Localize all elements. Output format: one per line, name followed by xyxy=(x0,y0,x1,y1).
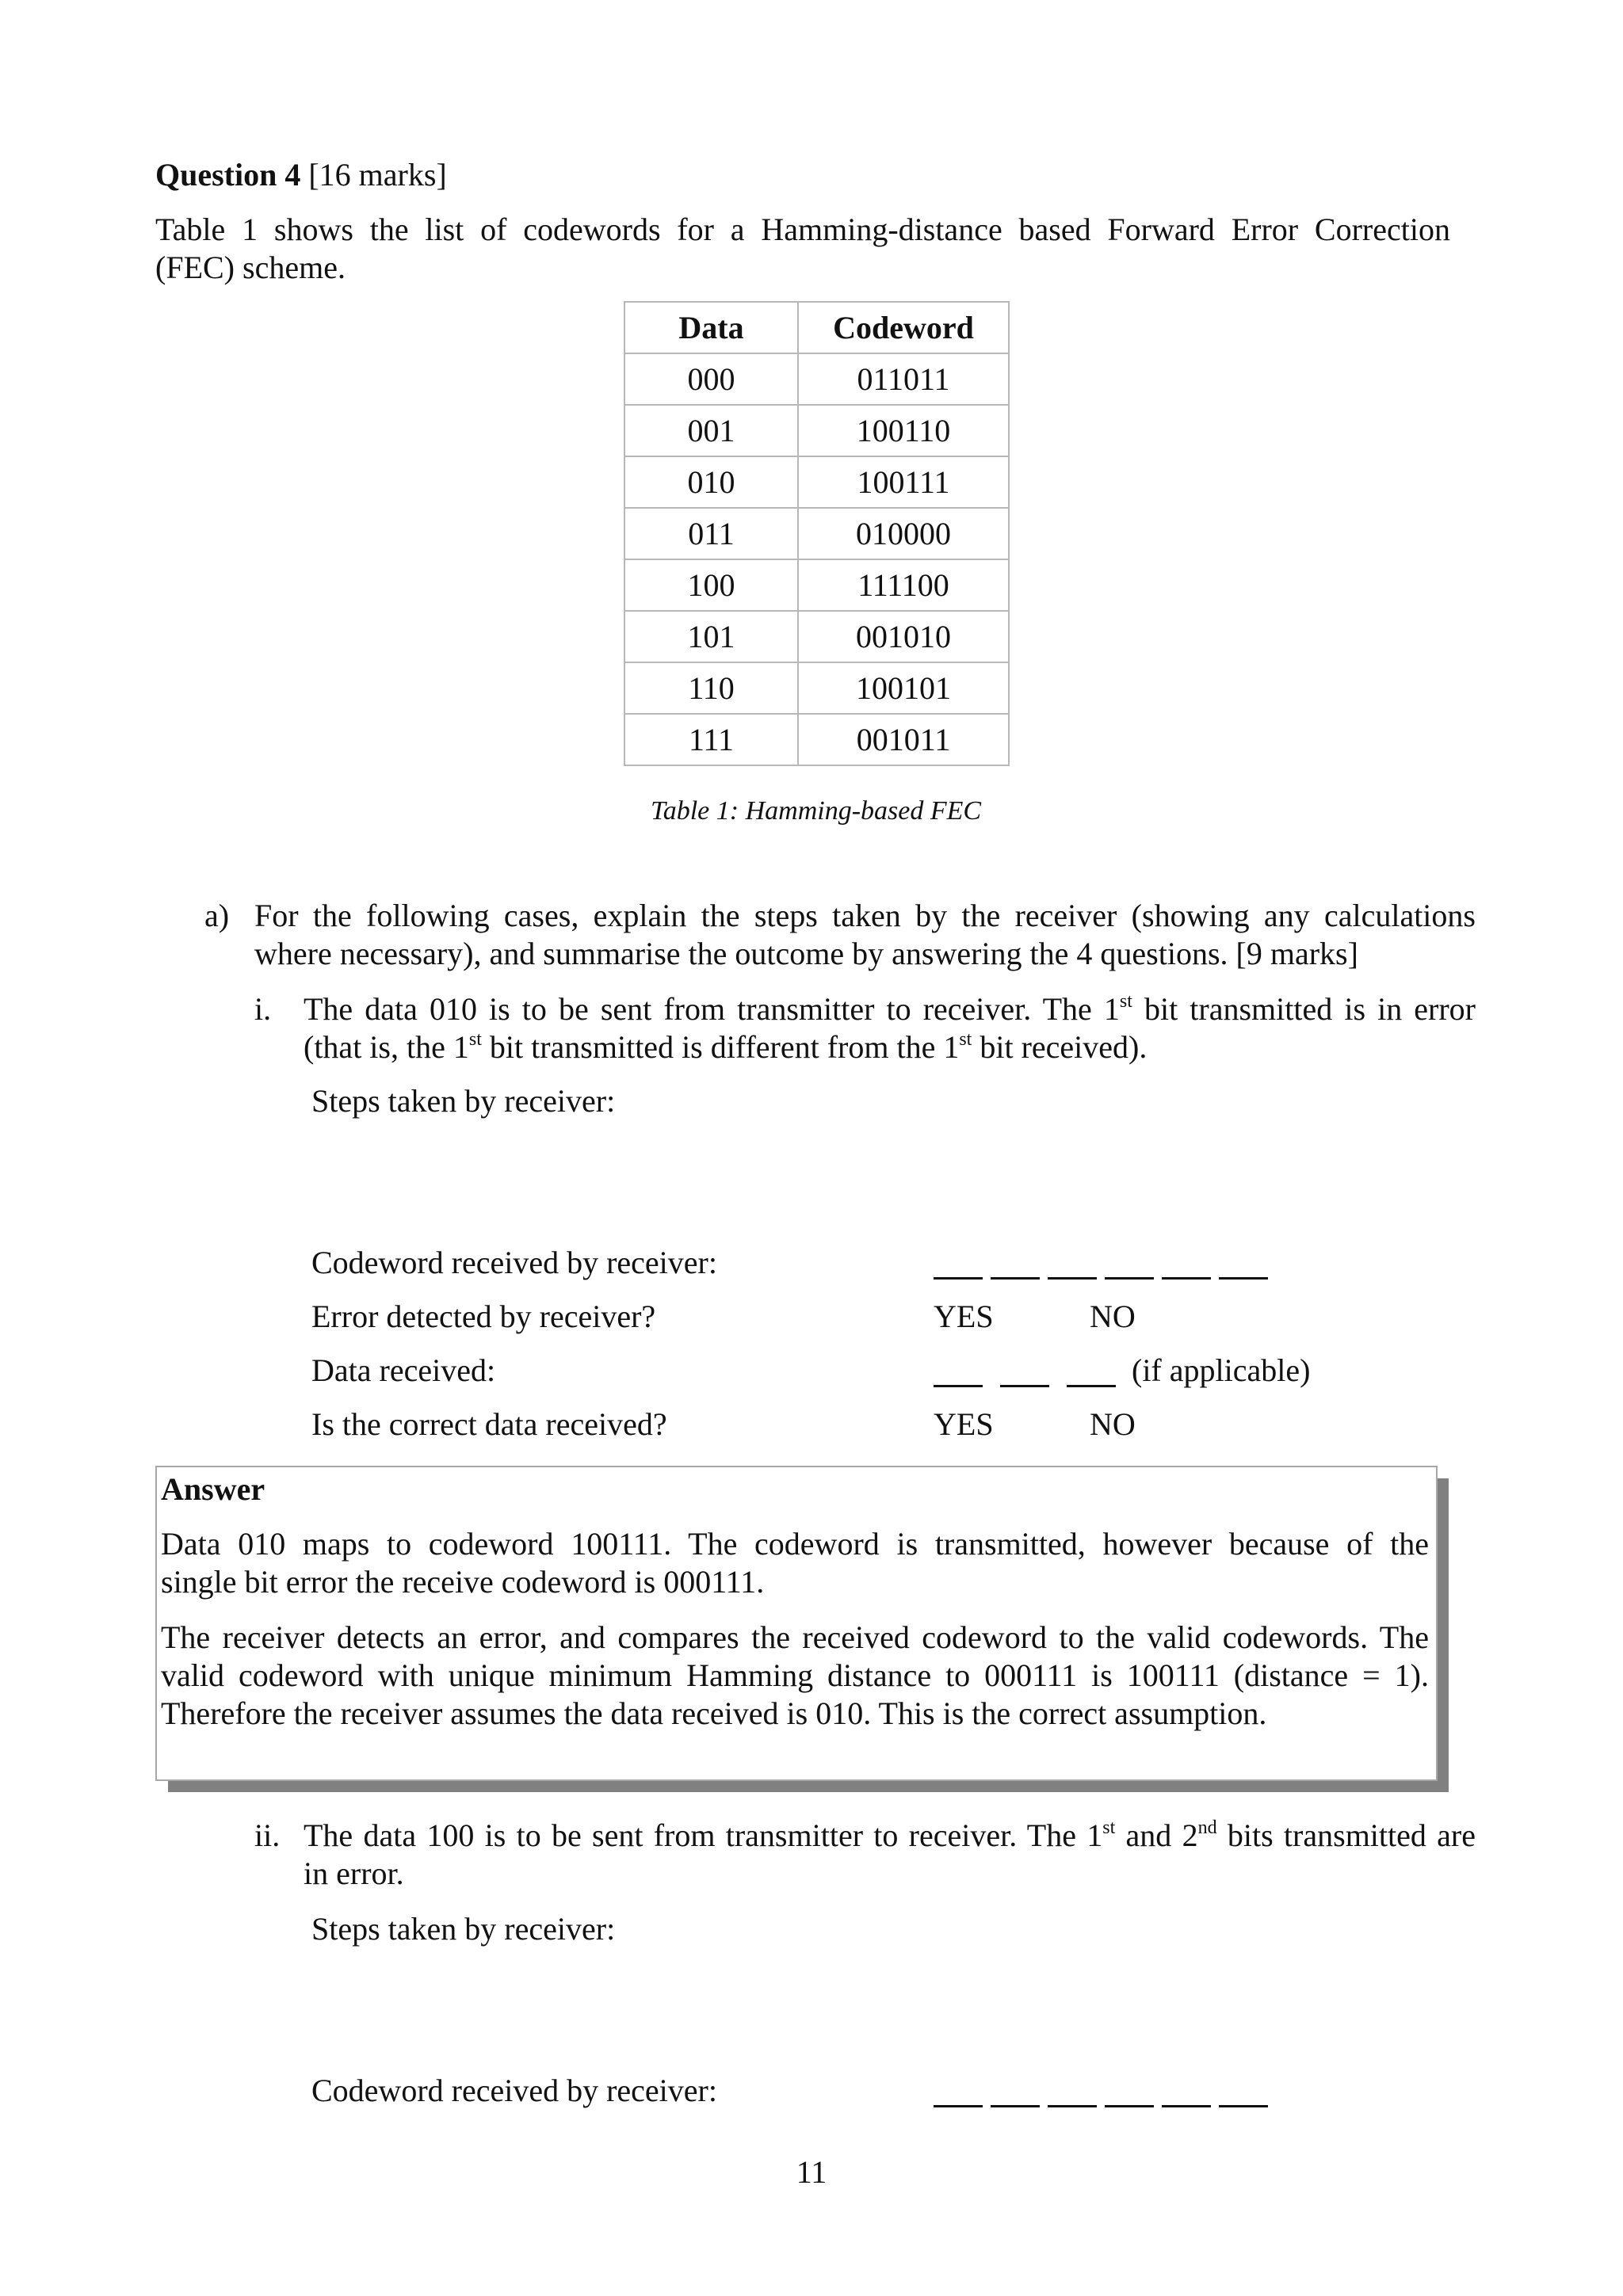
blank-line xyxy=(1162,1277,1211,1280)
blank-line xyxy=(1105,2105,1154,2107)
question-number: Question 4 xyxy=(155,157,301,193)
answer-p2-line-3: Therefore the receiver assumes the data received is 010. This is the correct assumption. xyxy=(161,1695,1267,1731)
blank-line xyxy=(934,1277,983,1280)
question-marks: [16 marks] xyxy=(300,157,447,193)
superscript: st xyxy=(1102,1817,1116,1838)
sub-ii-line-1-text-c: bits transmitted are xyxy=(1216,1817,1476,1853)
sub-ii-line-1-text-a: The data 100 is to be sent from transmitter to receiver. The 1 xyxy=(304,1817,1103,1853)
sub-i-line-2-text-a: (that is, the 1 xyxy=(304,1029,469,1065)
question-title xyxy=(155,156,1455,194)
blank-line xyxy=(991,1277,1040,1280)
codeword-received-label: Codeword received by receiver: xyxy=(311,1245,717,1280)
table-header-row xyxy=(624,302,1009,353)
header-codeword: Codeword xyxy=(798,302,1009,353)
sub-i-label: i. xyxy=(254,991,272,1027)
steps-label: Steps taken by receiver: xyxy=(311,1083,616,1119)
data-blanks[interactable] xyxy=(934,1385,1116,1388)
answer-p1-line-1: Data 010 maps to codeword 100111. The codeword is transmitted, however because of the xyxy=(161,1526,1429,1562)
cell-codeword: 010000 xyxy=(798,508,1009,559)
sub-i-line-2-text-b: bit transmitted is different from the 1 xyxy=(481,1029,960,1065)
cell-data: 111 xyxy=(624,714,798,765)
sub-ii-line-1-text-b: and 2 xyxy=(1115,1817,1198,1853)
part-a-label: a) xyxy=(204,898,230,933)
sub-i-line-2-text-c: bit received). xyxy=(972,1029,1148,1065)
cell-codeword: 001010 xyxy=(798,611,1009,662)
correct-data-label: Is the correct data received? xyxy=(311,1406,667,1442)
codeword-table xyxy=(624,301,1010,766)
codeword-received-label: Codeword received by receiver: xyxy=(311,2073,717,2108)
sub-i-line-1 xyxy=(304,990,1476,1028)
blank-line xyxy=(934,1385,983,1387)
part-a-line-2: where necessary), and summarise the outcome by answering the 4 questions. [9 marks] xyxy=(254,936,1358,971)
blank-line xyxy=(1105,1277,1154,1280)
superscript: nd xyxy=(1197,1817,1217,1838)
intro-line-1: Table 1 shows the list of codewords for a Hamming-distance based Forward Error Correction xyxy=(155,212,1450,247)
cell-data: 000 xyxy=(624,353,798,405)
sub-i-line-1-text-a: The data 010 is to be sent from transmitter to receiver. The 1 xyxy=(304,991,1120,1027)
header-data: Data xyxy=(624,302,798,353)
table-row xyxy=(624,714,1009,765)
table-row xyxy=(624,662,1009,714)
yes-option[interactable]: YES xyxy=(934,1406,994,1442)
sub-i-line-1-text-b: bit transmitted is in error xyxy=(1132,991,1476,1027)
blank-line xyxy=(1219,2105,1268,2107)
cell-codeword: 100111 xyxy=(798,456,1009,508)
blank-line xyxy=(1048,2105,1097,2107)
sub-ii-line-2: in error. xyxy=(304,1855,404,1891)
superscript: st xyxy=(1119,990,1132,1012)
blank-line xyxy=(991,2105,1040,2107)
no-option[interactable]: NO xyxy=(1090,1406,1136,1442)
superscript: st xyxy=(959,1028,972,1050)
answer-p2-line-1: The receiver detects an error, and compares the received codeword to the valid codewords. The xyxy=(161,1619,1429,1655)
table-row xyxy=(624,456,1009,508)
cell-codeword: 001011 xyxy=(798,714,1009,765)
blank-line xyxy=(934,2105,983,2107)
table-row xyxy=(624,353,1009,405)
answer-title: Answer xyxy=(161,1471,265,1507)
cell-data: 100 xyxy=(624,559,798,611)
table-row xyxy=(624,559,1009,611)
table-caption: Table 1: Hamming-based FEC xyxy=(650,796,982,826)
cell-data: 101 xyxy=(624,611,798,662)
blank-line xyxy=(1067,1385,1116,1387)
cell-codeword: 011011 xyxy=(798,353,1009,405)
cell-data: 001 xyxy=(624,405,798,456)
cell-codeword: 100110 xyxy=(798,405,1009,456)
sub-ii-label: ii. xyxy=(254,1817,281,1853)
blank-line xyxy=(1219,1277,1268,1280)
blank-line xyxy=(1048,1277,1097,1280)
codeword-blanks[interactable] xyxy=(934,1277,1273,1280)
if-applicable-note: (if applicable) xyxy=(1132,1352,1311,1388)
answer-p2-line-2: valid codeword with unique minimum Hamming distance to 000111 is 100111 (distance = 1). xyxy=(161,1657,1429,1693)
codeword-blanks[interactable] xyxy=(934,2105,1273,2108)
blank-line xyxy=(1000,1385,1049,1387)
no-option[interactable]: NO xyxy=(1090,1299,1136,1334)
sub-i-line-2 xyxy=(304,1028,1476,1066)
superscript: st xyxy=(468,1028,482,1050)
cell-codeword: 100101 xyxy=(798,662,1009,714)
answer-p1-line-2: single bit error the receive codeword is 000111. xyxy=(161,1564,765,1600)
sub-ii-line-1 xyxy=(304,1817,1476,1855)
page-number: 11 xyxy=(796,2154,827,2190)
table-row xyxy=(624,405,1009,456)
cell-data: 110 xyxy=(624,662,798,714)
cell-data: 010 xyxy=(624,456,798,508)
part-a-line-1: For the following cases, explain the steps taken by the receiver (showing any calculations xyxy=(254,898,1476,933)
steps-label: Steps taken by receiver: xyxy=(311,1911,616,1947)
error-detected-label: Error detected by receiver? xyxy=(311,1299,656,1334)
yes-option[interactable]: YES xyxy=(934,1299,994,1334)
table-row xyxy=(624,611,1009,662)
cell-data: 011 xyxy=(624,508,798,559)
table-row xyxy=(624,508,1009,559)
cell-codeword: 111100 xyxy=(798,559,1009,611)
data-received-label: Data received: xyxy=(311,1352,496,1388)
blank-line xyxy=(1162,2105,1211,2107)
intro-line-2: (FEC) scheme. xyxy=(155,250,346,285)
